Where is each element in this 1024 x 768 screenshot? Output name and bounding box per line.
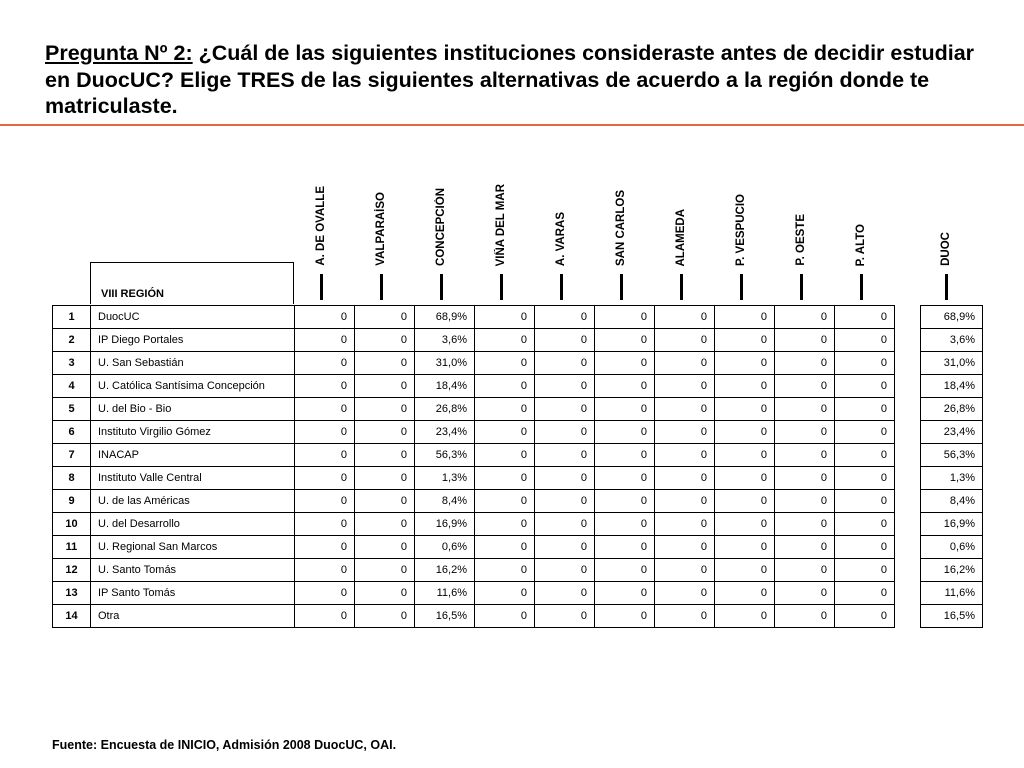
value-cell: 0	[775, 490, 835, 513]
table-row	[53, 306, 895, 329]
value-cell: 0	[835, 398, 895, 421]
duoc-total-cell: 18,4%	[921, 375, 983, 398]
value-cell: 0	[595, 398, 655, 421]
value-cell: 0	[655, 398, 715, 421]
total-row	[921, 352, 983, 375]
table-row	[53, 467, 895, 490]
duoc-total-cell: 68,9%	[921, 306, 983, 329]
value-cell: 0	[835, 352, 895, 375]
value-cell: 0	[475, 375, 535, 398]
value-cell: 0	[655, 582, 715, 605]
page-title	[45, 40, 995, 120]
column-header-label: P. OESTE	[795, 214, 807, 266]
table-row	[53, 490, 895, 513]
value-cell: 0,6%	[415, 536, 475, 559]
region-header-box	[90, 262, 294, 304]
duoc-total-cell: 0,6%	[921, 536, 983, 559]
column-header	[784, 140, 818, 300]
value-cell: 0	[355, 605, 415, 628]
value-cell: 0	[295, 513, 355, 536]
total-row	[921, 306, 983, 329]
column-header	[364, 140, 398, 300]
value-cell: 0	[295, 421, 355, 444]
value-cell: 0	[595, 605, 655, 628]
value-cell: 0	[535, 536, 595, 559]
total-row	[921, 375, 983, 398]
value-cell: 0	[475, 329, 535, 352]
institution-name: INACAP	[91, 444, 295, 467]
value-cell: 0	[595, 329, 655, 352]
value-cell: 0	[355, 513, 415, 536]
value-cell: 0	[835, 329, 895, 352]
row-number: 6	[53, 421, 91, 444]
value-cell: 0	[355, 444, 415, 467]
total-row	[921, 421, 983, 444]
column-header-marker	[945, 274, 948, 300]
institution-name: IP Diego Portales	[91, 329, 295, 352]
value-cell: 0	[355, 375, 415, 398]
row-number: 13	[53, 582, 91, 605]
question-text: ¿Cuál de las siguientes instituciones consideraste antes de decidir estudiar en DuocUC? Elige TRES de las siguientes alternativas de acuerdo a la región donde te matriculaste.	[45, 41, 975, 118]
column-header-marker	[620, 274, 623, 300]
value-cell: 0	[655, 513, 715, 536]
table-row	[53, 536, 895, 559]
region-label: VIII REGIÓN	[101, 288, 164, 300]
value-cell: 0	[475, 559, 535, 582]
institution-name: U. San Sebastián	[91, 352, 295, 375]
value-cell: 0	[775, 559, 835, 582]
value-cell: 0	[715, 421, 775, 444]
value-cell: 0	[775, 605, 835, 628]
value-cell: 0	[355, 352, 415, 375]
value-cell: 0	[355, 421, 415, 444]
value-cell: 0	[835, 513, 895, 536]
table-row	[53, 375, 895, 398]
row-number: 14	[53, 605, 91, 628]
value-cell: 0	[535, 513, 595, 536]
value-cell: 0	[835, 444, 895, 467]
value-cell: 0	[595, 467, 655, 490]
duoc-total-cell: 16,9%	[921, 513, 983, 536]
row-number: 7	[53, 444, 91, 467]
column-header-label: ALAMEDA	[675, 208, 687, 266]
column-header-label: CONCEPCIÓN	[435, 188, 447, 266]
value-cell: 3,6%	[415, 329, 475, 352]
question-number: Pregunta Nº 2:	[45, 41, 193, 65]
value-cell: 0	[775, 513, 835, 536]
duoc-total-cell: 8,4%	[921, 490, 983, 513]
total-row	[921, 513, 983, 536]
value-cell: 0	[475, 352, 535, 375]
value-cell: 0	[835, 375, 895, 398]
row-number: 5	[53, 398, 91, 421]
column-header-marker	[440, 274, 443, 300]
column-header-marker	[740, 274, 743, 300]
value-cell: 0	[475, 513, 535, 536]
value-cell: 0	[655, 559, 715, 582]
source-footnote: Fuente: Encuesta de INICIO, Admisión 2008 DuocUC, OAI.	[52, 738, 397, 752]
value-cell: 0	[295, 582, 355, 605]
institution-name: U. Católica Santísima Concepción	[91, 375, 295, 398]
column-header-label: A. DE OVALLE	[315, 186, 327, 266]
value-cell: 0	[295, 467, 355, 490]
value-cell: 0	[595, 536, 655, 559]
institution-name: U. Santo Tomás	[91, 559, 295, 582]
value-cell: 0	[295, 536, 355, 559]
value-cell: 0	[595, 306, 655, 329]
value-cell: 0	[775, 467, 835, 490]
row-number: 2	[53, 329, 91, 352]
institution-name: IP Santo Tomás	[91, 582, 295, 605]
table-row	[53, 513, 895, 536]
duoc-total-cell: 1,3%	[921, 467, 983, 490]
total-row	[921, 329, 983, 352]
institution-name: U. del Desarrollo	[91, 513, 295, 536]
column-header	[724, 140, 758, 300]
duoc-total-table	[920, 305, 983, 628]
value-cell: 0	[535, 352, 595, 375]
value-cell: 0	[295, 375, 355, 398]
value-cell: 0	[535, 467, 595, 490]
row-number: 11	[53, 536, 91, 559]
value-cell: 0	[655, 306, 715, 329]
total-row	[921, 605, 983, 628]
value-cell: 0	[295, 352, 355, 375]
value-cell: 26,8%	[415, 398, 475, 421]
institution-name: Instituto Virgilio Gómez	[91, 421, 295, 444]
value-cell: 0	[535, 444, 595, 467]
column-header-label: P. VESPUCIO	[735, 193, 747, 266]
value-cell: 0	[535, 605, 595, 628]
value-cell: 0	[715, 306, 775, 329]
column-header	[664, 140, 698, 300]
value-cell: 0	[475, 306, 535, 329]
total-row	[921, 490, 983, 513]
table-row	[53, 421, 895, 444]
value-cell: 0	[475, 605, 535, 628]
value-cell: 0	[775, 329, 835, 352]
column-header	[844, 140, 878, 300]
value-cell: 0	[715, 375, 775, 398]
value-cell: 0	[775, 582, 835, 605]
value-cell: 0	[295, 605, 355, 628]
value-cell: 0	[475, 421, 535, 444]
value-cell: 0	[295, 559, 355, 582]
value-cell: 0	[475, 398, 535, 421]
row-number: 4	[53, 375, 91, 398]
row-number: 8	[53, 467, 91, 490]
duoc-total-cell: 56,3%	[921, 444, 983, 467]
value-cell: 0	[295, 398, 355, 421]
value-cell: 0	[715, 444, 775, 467]
value-cell: 16,9%	[415, 513, 475, 536]
table-row	[53, 582, 895, 605]
value-cell: 0	[295, 444, 355, 467]
table-row	[53, 398, 895, 421]
total-row	[921, 444, 983, 467]
value-cell: 0	[475, 467, 535, 490]
value-cell: 0	[835, 605, 895, 628]
value-cell: 0	[655, 421, 715, 444]
value-cell: 0	[355, 490, 415, 513]
row-number: 1	[53, 306, 91, 329]
value-cell: 0	[355, 582, 415, 605]
column-header	[304, 140, 338, 300]
value-cell: 0	[535, 559, 595, 582]
value-cell: 0	[475, 582, 535, 605]
table-row	[53, 329, 895, 352]
value-cell: 23,4%	[415, 421, 475, 444]
value-cell: 0	[775, 421, 835, 444]
value-cell: 11,6%	[415, 582, 475, 605]
value-cell: 0	[475, 536, 535, 559]
column-header-label: VIÑA DEL MAR	[495, 183, 507, 266]
column-header-marker	[380, 274, 383, 300]
value-cell: 0	[775, 398, 835, 421]
value-cell: 18,4%	[415, 375, 475, 398]
value-cell: 0	[775, 306, 835, 329]
value-cell: 0	[355, 536, 415, 559]
title-divider	[0, 124, 1024, 126]
value-cell: 31,0%	[415, 352, 475, 375]
institution-name: Otra	[91, 605, 295, 628]
value-cell: 0	[475, 444, 535, 467]
institution-name: U. del Bio - Bio	[91, 398, 295, 421]
value-cell: 0	[715, 536, 775, 559]
value-cell: 0	[715, 398, 775, 421]
column-header	[484, 140, 518, 300]
value-cell: 0	[655, 352, 715, 375]
value-cell: 0	[775, 536, 835, 559]
total-row	[921, 398, 983, 421]
value-cell: 0	[355, 559, 415, 582]
value-cell: 0	[835, 582, 895, 605]
value-cell: 0	[535, 490, 595, 513]
value-cell: 0	[655, 605, 715, 628]
column-header	[424, 140, 458, 300]
duoc-total-cell: 3,6%	[921, 329, 983, 352]
value-cell: 0	[775, 375, 835, 398]
value-cell: 0	[835, 467, 895, 490]
value-cell: 0	[535, 582, 595, 605]
value-cell: 0	[835, 421, 895, 444]
total-row	[921, 536, 983, 559]
row-number: 9	[53, 490, 91, 513]
value-cell: 0	[775, 444, 835, 467]
column-header	[544, 140, 578, 300]
value-cell: 0	[655, 490, 715, 513]
institution-name: Instituto Valle Central	[91, 467, 295, 490]
value-cell: 0	[595, 513, 655, 536]
column-header-label: SAN CARLOS	[615, 189, 627, 266]
value-cell: 0	[595, 444, 655, 467]
table-row	[53, 559, 895, 582]
column-header-label: A. VARAS	[555, 211, 567, 266]
value-cell: 0	[595, 559, 655, 582]
value-cell: 0	[835, 536, 895, 559]
row-number: 12	[53, 559, 91, 582]
total-row	[921, 582, 983, 605]
value-cell: 0	[595, 352, 655, 375]
value-cell: 0	[715, 352, 775, 375]
institution-name: U. de las Américas	[91, 490, 295, 513]
column-header-marker	[560, 274, 563, 300]
duoc-total-cell: 11,6%	[921, 582, 983, 605]
table-row	[53, 605, 895, 628]
column-header-marker	[680, 274, 683, 300]
total-row	[921, 467, 983, 490]
value-cell: 0	[715, 582, 775, 605]
duoc-total-cell: 23,4%	[921, 421, 983, 444]
value-cell: 0	[295, 329, 355, 352]
row-number: 3	[53, 352, 91, 375]
value-cell: 0	[655, 444, 715, 467]
value-cell: 0	[475, 490, 535, 513]
column-header-marker	[500, 274, 503, 300]
value-cell: 16,5%	[415, 605, 475, 628]
duoc-total-cell: 26,8%	[921, 398, 983, 421]
value-cell: 0	[595, 490, 655, 513]
column-header-marker	[860, 274, 863, 300]
value-cell: 0	[715, 605, 775, 628]
value-cell: 0	[535, 375, 595, 398]
value-cell: 0	[715, 329, 775, 352]
value-cell: 0	[355, 329, 415, 352]
value-cell: 0	[715, 559, 775, 582]
column-header-marker	[320, 274, 323, 300]
value-cell: 0	[715, 513, 775, 536]
value-cell: 0	[655, 329, 715, 352]
value-cell: 8,4%	[415, 490, 475, 513]
value-cell: 16,2%	[415, 559, 475, 582]
institution-name: U. Regional San Marcos	[91, 536, 295, 559]
column-header-label: VALPARAÍSO	[375, 192, 387, 266]
value-cell: 0	[835, 559, 895, 582]
duoc-total-cell: 16,5%	[921, 605, 983, 628]
value-cell: 0	[835, 306, 895, 329]
value-cell: 0	[355, 467, 415, 490]
value-cell: 0	[715, 467, 775, 490]
value-cell: 0	[595, 582, 655, 605]
value-cell: 0	[355, 398, 415, 421]
column-header-label: P. ALTO	[855, 223, 867, 266]
value-cell: 0	[355, 306, 415, 329]
value-cell: 0	[715, 490, 775, 513]
value-cell: 0	[535, 421, 595, 444]
table-row	[53, 352, 895, 375]
value-cell: 68,9%	[415, 306, 475, 329]
value-cell: 0	[655, 467, 715, 490]
row-number: 10	[53, 513, 91, 536]
institutions-table	[52, 305, 895, 628]
total-row	[921, 559, 983, 582]
value-cell: 0	[655, 536, 715, 559]
column-header	[929, 140, 963, 300]
value-cell: 0	[595, 421, 655, 444]
column-header-marker	[800, 274, 803, 300]
table-row	[53, 444, 895, 467]
value-cell: 0	[835, 490, 895, 513]
value-cell: 0	[295, 306, 355, 329]
institution-name: DuocUC	[91, 306, 295, 329]
value-cell: 1,3%	[415, 467, 475, 490]
value-cell: 0	[775, 352, 835, 375]
value-cell: 0	[595, 375, 655, 398]
value-cell: 56,3%	[415, 444, 475, 467]
column-header	[604, 140, 638, 300]
value-cell: 0	[295, 490, 355, 513]
duoc-total-cell: 16,2%	[921, 559, 983, 582]
value-cell: 0	[655, 375, 715, 398]
value-cell: 0	[535, 329, 595, 352]
value-cell: 0	[535, 306, 595, 329]
value-cell: 0	[535, 398, 595, 421]
duoc-total-cell: 31,0%	[921, 352, 983, 375]
column-header-label: DUOC	[940, 232, 952, 266]
